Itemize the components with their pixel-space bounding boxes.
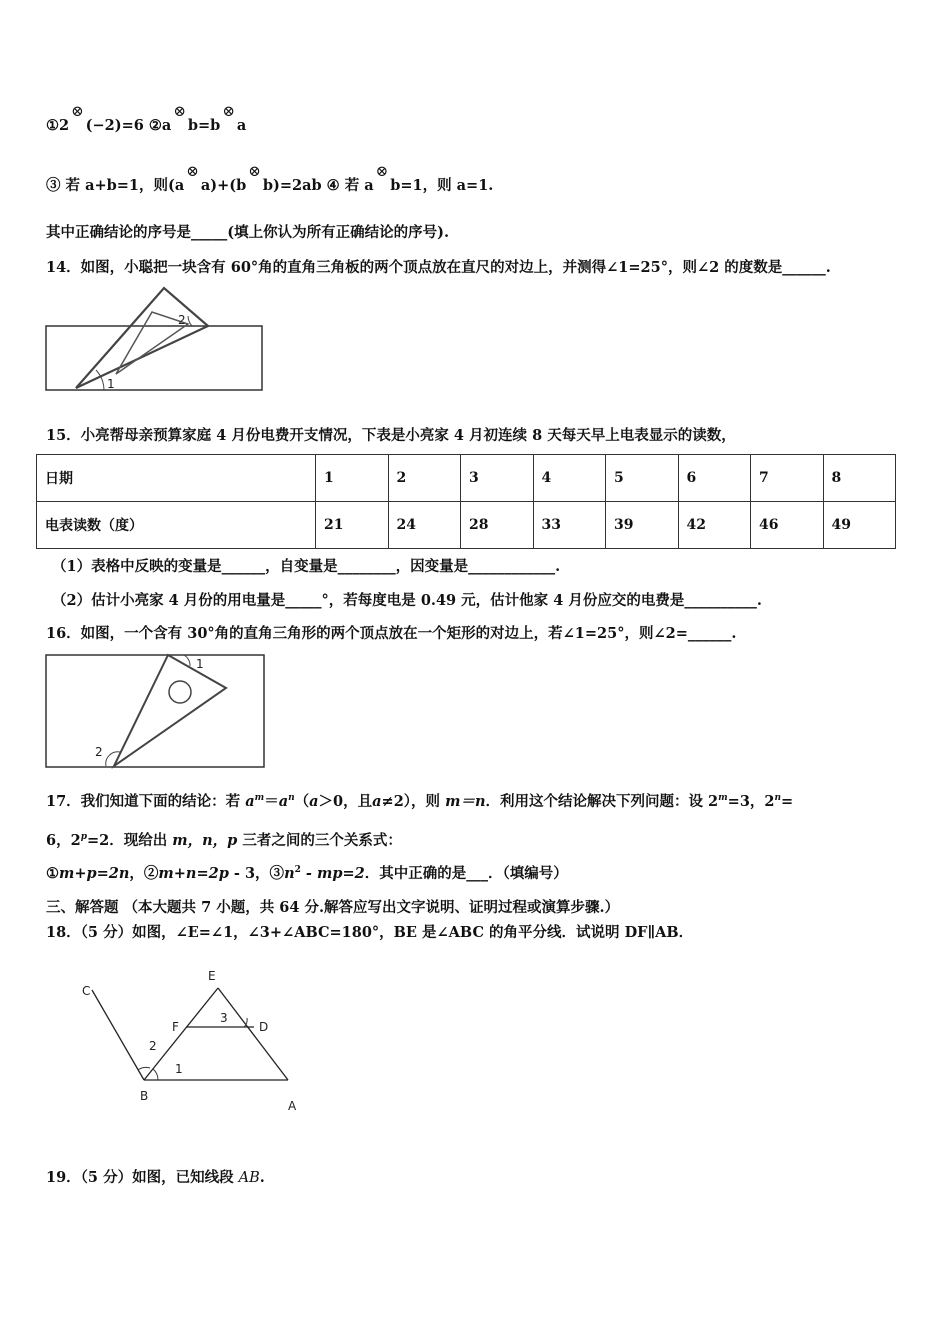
point-c-label: C [82,984,91,998]
q16-figure [44,652,268,772]
q13-line2-a: ③ 若 a+b=1，则(a [46,177,185,194]
otimes-symbol: ⊗ [186,162,199,180]
q17-eq2: m+n=2p [158,865,229,882]
angle1-label: 1 [196,657,204,671]
table-cell: 33 [533,502,606,549]
q15-sub1: （1）表格中反映的变量是______，自变量是________，因变量是____________. [52,558,561,575]
q13-line1-b: (−2)=6 ②a [85,117,172,134]
q17-text: =3，2 [727,793,775,810]
q17-text: ，② [129,865,159,882]
table-cell: 4 [533,455,606,502]
q17-text: ．其中正确的是___．（填编号） [364,865,568,882]
table-cell: 39 [606,502,679,549]
q14-question: 14．如图，小聪把一块含有 60°角的直角三角板的两个顶点放在直尺的对边上，并测得∠1=25°，则∠2 的度数是______. [46,259,831,276]
q19-text: 19．（5 分）如图，已知线段 [46,1169,234,1186]
q17-m2: m [718,793,728,804]
point-f-label: F [172,1020,179,1034]
q18-question: 18．（5 分）如图，∠E=∠1，∠3+∠ABC=180°，BE 是∠ABC 的角平分线．试说明 DF∥AB． [46,924,694,941]
q19-tail: . [259,1169,265,1186]
q17-line3 [46,862,568,883]
q17-text: - 3，③ [228,865,285,882]
line-ea [218,988,288,1080]
q17-a4: a [372,793,382,810]
point-d-label: D [259,1020,269,1034]
q13-line2-c: b)=2ab ④ 若 a [262,177,374,194]
angle2-label: 2 [149,1039,157,1053]
table-cell: 28 [461,502,534,549]
table-row-reading [37,502,896,549]
q13-conclusion: 其中正确结论的序号是_____(填上你认为所有正确结论的序号). [46,224,450,241]
q13-line1-a: ①2 [46,117,70,134]
q17-text: ．利用这个结论解决下列问题：设 2 [485,793,719,810]
segment-ab: AB [238,1170,260,1186]
table-row-date [37,455,896,502]
otimes-symbol: ⊗ [222,102,235,120]
q19-question [46,1166,265,1187]
triangle-outer [76,288,208,388]
table-cell: 1 [316,455,389,502]
otimes-symbol: ⊗ [173,102,186,120]
table-cell: 6 [678,455,751,502]
otimes-symbol: ⊗ [71,102,84,120]
table-cell: 5 [606,455,679,502]
table-cell: 8 [823,455,896,502]
rectangle [46,655,264,767]
q17-text: ① [46,865,59,882]
point-e-label: E [208,969,216,983]
table-header-date: 日期 [37,455,316,502]
table-cell: 3 [461,455,534,502]
q17-a: a [245,793,255,810]
q17-exp: 2 [294,865,301,876]
angle2-arc [188,316,192,326]
q15-question: 15．小亮帮母亲预算家庭 4 月份电费开支情况，下表是小亮家 4 月初连续 8 天每天早上电表显示的读数， [46,427,736,444]
point-b-label: B [140,1089,149,1103]
angle2-label: 2 [95,745,103,759]
q13-line1-d: a [236,117,247,134]
table-cell: 21 [316,502,389,549]
q17-p: p [80,832,87,843]
q17-text: 三者之间的三个关系式： [242,832,402,849]
q17-line2 [46,829,402,850]
q16-question: 16．如图，一个含有 30°角的直角三角形的两个顶点放在一个矩形的对边上，若∠1=25°，则∠2=______. [46,625,737,642]
q17-a2: a [278,793,289,810]
q17-n2: n [774,793,782,804]
q17-eq: ＝ [264,793,279,810]
angle1-arc [96,370,104,390]
q17-eq1: m+p=2n [59,865,130,882]
q17-n: n [288,793,295,804]
q17-text: ＞0，且 [318,793,373,810]
q13-line2 [46,162,494,195]
meter-table [36,454,896,549]
q13-line1-c: b=b [187,117,221,134]
line-cb [92,990,144,1080]
q17-mnp: m，n，p [172,832,238,849]
q13-line2-d: b=1，则 a=1. [390,177,494,194]
ruler-rect [46,326,262,390]
angle1-label: 1 [107,377,115,391]
q14-figure [44,284,266,394]
table-cell: 49 [823,502,896,549]
q17-line1 [46,790,793,811]
q17-a3: a [309,793,319,810]
angle1-arc [153,1069,158,1080]
q17-m: m [254,793,265,804]
table-header-reading: 电表读数（度） [37,502,316,549]
triangle [114,655,226,766]
angle1-label: 1 [175,1062,183,1076]
angle3-label: 3 [220,1011,228,1025]
q13-line1 [46,102,247,134]
triangle-hole [169,681,191,703]
angle2-label: 2 [178,313,186,327]
table-cell: 46 [751,502,824,549]
q17-eq3b: - mp=2 [300,865,365,882]
point-a-label: A [288,1099,297,1113]
q18-figure [74,964,314,1118]
angle2-arc [138,1067,150,1070]
q17-text: （ [294,793,310,810]
table-cell: 2 [388,455,461,502]
table-cell: 42 [678,502,751,549]
otimes-symbol: ⊗ [375,162,389,180]
q15-sub2: （2）估计小亮家 4 月份的用电量是_____°，若每度电是 0.49 元，估计他家 4 月份应交的电费是__________. [52,592,762,609]
otimes-symbol: ⊗ [248,162,261,180]
q17-mn: m＝n [445,793,486,810]
q17-text: 17．我们知道下面的结论：若 [46,793,241,810]
table-cell: 24 [388,502,461,549]
q13-line2-b: a)+(b [200,177,247,194]
section3-heading: 三、解答题 （本大题共 7 小题，共 64 分.解答应写出文字说明、证明过程或演算步骤.） [46,899,620,916]
q17-text: 6，2 [46,832,81,849]
q17-text: = [781,793,794,810]
q17-eq3: n [284,865,295,882]
q17-text: ≠2），则 [381,793,441,810]
q17-text: =2．现给出 [86,832,168,849]
table-cell: 7 [751,455,824,502]
